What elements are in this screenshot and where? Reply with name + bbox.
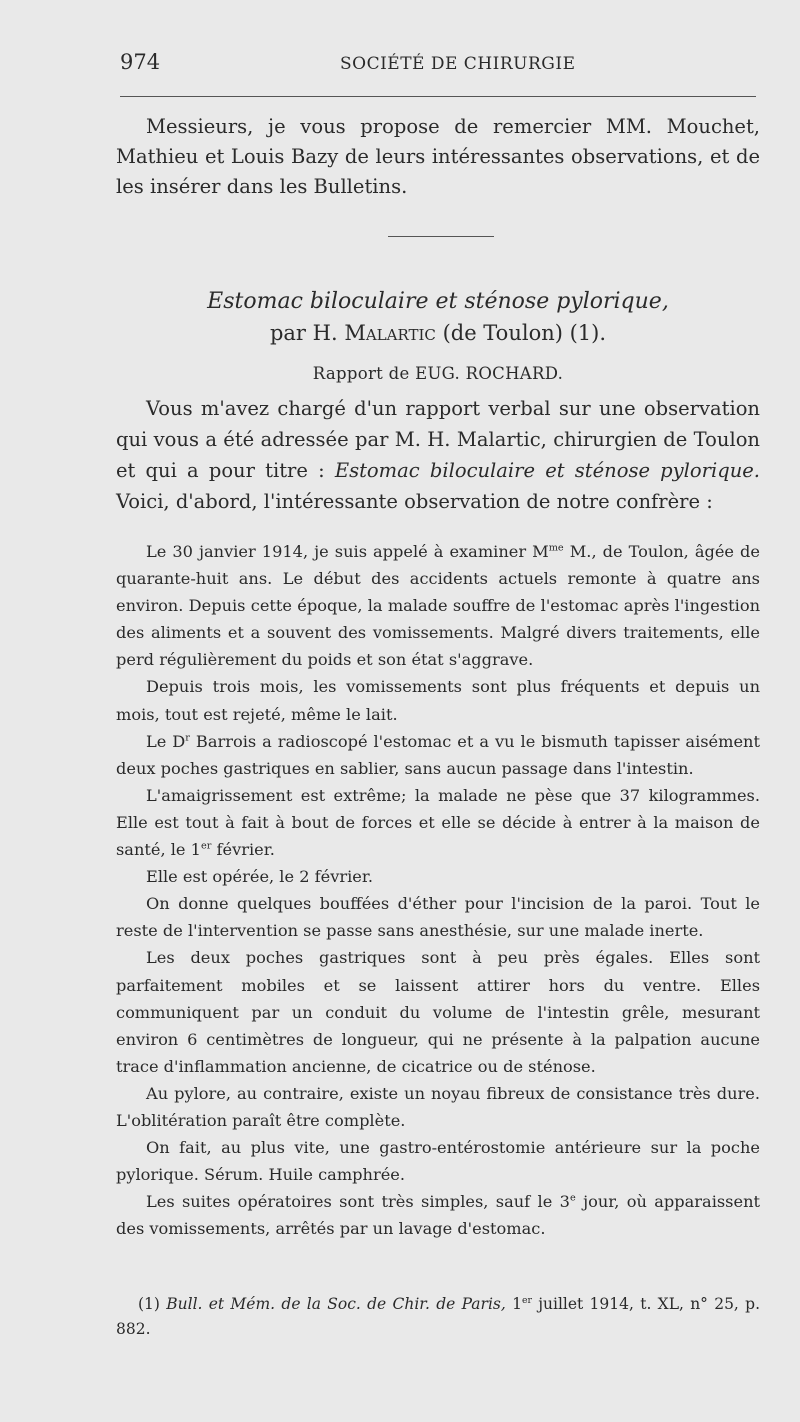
footnote xyxy=(116,1292,760,1342)
obs-text: février. xyxy=(211,840,275,860)
obs-text: M., de Toulon, âgée de quarante-huit ans. Le début des accidents actuels remonte à quatre ans environ. Depuis cette époque, la malade souffre de l'estomac après l'ingestion des aliments et a souvent des vomissements. Malgré divers traitements, elle perd régulièrement du poids et son état s'aggrave. xyxy=(116,542,760,670)
observation-paragraph: On fait, au plus vite, une gastro-entérostomie antérieure sur la poche pylorique. Sérum. Huile camphrée. xyxy=(116,1138,760,1185)
page-number: 974 xyxy=(120,50,161,74)
rapport-line: Rapport de EUG. ROCHARD. xyxy=(312,364,564,383)
footnote-journal: Bull. et Mém. de la Soc. de Chir. de Paris, xyxy=(166,1295,506,1313)
author-name: Malartic xyxy=(344,321,436,345)
running-title: SOCIÉTÉ DE CHIRURGIE xyxy=(340,54,576,74)
header-rule xyxy=(120,96,756,97)
footnote-text xyxy=(116,1292,760,1342)
intro-paragraph xyxy=(116,112,760,202)
superscript: me xyxy=(548,542,564,554)
observation-paragraph xyxy=(116,1188,760,1242)
superscript: r xyxy=(185,732,190,744)
obs-text: jour, où apparaissent des vomissements, arrêtés par un lavage d'estomac. xyxy=(116,1192,760,1239)
observation-paragraph xyxy=(116,728,760,782)
observation-paragraph: Les deux poches gastriques sont à peu près égales. Elles sont parfaitement mobiles et se laissent attirer hors du ventre. Elles communiquent par un conduit du volume de l'intestin grêle, mesurant environ 6 centimètres de longueur, qui ne présente à la palpation aucune trace d'inflammation ancienne, de cicatrice ou de sténose. xyxy=(116,948,760,1076)
obs-text: Le D xyxy=(146,731,186,751)
footnote-text-part: 1 xyxy=(505,1295,522,1313)
report-body xyxy=(116,393,760,517)
superscript: e xyxy=(569,1192,576,1204)
section-separator xyxy=(388,236,494,237)
observation-paragraph: Au pylore, au contraire, existe un noyau fibreux de consistance très dure. L'oblitération paraît être complète. xyxy=(116,1083,760,1130)
obs-text: L'amaigrissement est extrême; la malade ne pèse que 37 kilogrammes. Elle est tout à fait à bout de forces et elle se décide à entrer à la maison de santé, le 1 xyxy=(116,785,760,860)
intro-text: Messieurs, je vous propose de remercier MM. Mouchet, Mathieu et Louis Bazy de leurs intéressantes observations, et de les insérer dans les Bulletins. xyxy=(116,115,760,198)
byline-suffix: (de Toulon) (1). xyxy=(435,321,607,345)
obs-text: Le 30 janvier 1914, je suis appelé à examiner M xyxy=(146,542,549,561)
observation-paragraph xyxy=(116,538,760,673)
article-title: Estomac biloculaire et sténose pylorique, xyxy=(207,289,669,314)
superscript: er xyxy=(200,840,212,852)
observation xyxy=(116,538,760,1242)
footnote-text-part: juillet 1914, t. XL, n° 25, p. 882. xyxy=(116,1295,760,1338)
report-title-ref: Estomac biloculaire et sténose pylorique. xyxy=(334,459,760,482)
observation-paragraph: On donne quelques bouffées d'éther pour l'incision de la paroi. Tout le reste de l'intervention se passe sans anesthésie, sur une malade inerte. xyxy=(116,894,760,941)
footnote-marker: (1) xyxy=(138,1295,167,1313)
report-text: Voici, d'abord, l'intéressante observation de notre confrère : xyxy=(116,490,713,513)
article-byline xyxy=(116,318,760,348)
report-text: Vous m'avez chargé d'un rapport verbal sur une observation qui vous a été adressée par M. H. Malartic, chirurgien de Toulon et qui a pour titre : xyxy=(116,397,760,482)
observation-paragraph: Depuis trois mois, les vomissements sont plus fréquents et depuis un mois, tout est rejeté, même le lait. xyxy=(116,677,760,724)
report-paragraph xyxy=(116,393,760,517)
superscript: er xyxy=(521,1294,532,1306)
obs-text: Les suites opératoires sont très simples, sauf le 3 xyxy=(146,1192,570,1212)
byline-prefix: par H. xyxy=(269,321,345,345)
observation-paragraph: Elle est opérée, le 2 février. xyxy=(146,867,373,887)
obs-text: Barrois a radioscopé l'estomac et a vu le bismuth tapisser aisément deux poches gastriques en sablier, sans aucun passage dans l'intestin. xyxy=(116,731,760,778)
observation-paragraph xyxy=(116,782,760,863)
